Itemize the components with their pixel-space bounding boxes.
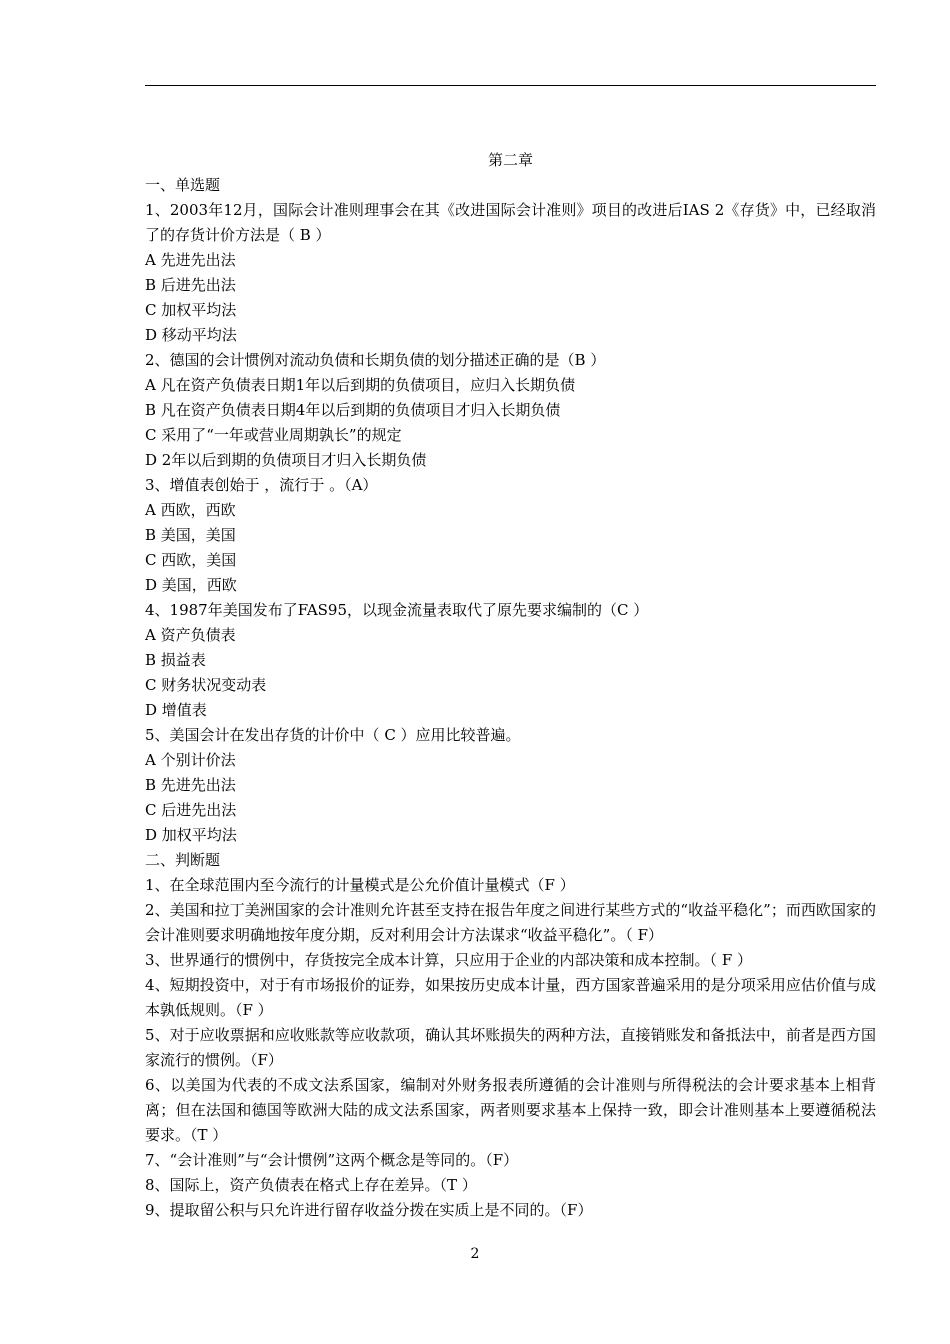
judgement-item-2: 2、美国和拉丁美洲国家的会计准则允许甚至支持在报告年度之间进行某些方式的“收益平稳化”；而西欧国家的会计准则要求明确地按年度分期，反对利用会计方法谋求“收益平稳化”。（ F） — [145, 901, 876, 944]
option: C 财务状况变动表 — [145, 676, 267, 694]
judgement-item-1: 1、在全球范围内至今流行的计量模式是公允价值计量模式（F ） — [145, 876, 575, 894]
option: A 资产负债表 — [145, 626, 236, 644]
judgement-item-4: 4、短期投资中，对于有市场报价的证券，如果按历史成本计量，西方国家普遍采用的是分项采用应估价值与成本孰低规则。（F ） — [145, 976, 876, 1019]
option: B 凡在资产负债表日期4年以后到期的负债项目才归入长期负债 — [145, 401, 561, 419]
option: A 西欧，西欧 — [145, 501, 236, 519]
question-5 — [145, 723, 876, 848]
option: C 采用了“一年或营业周期孰长”的规定 — [145, 426, 402, 444]
option: B 美国，美国 — [145, 526, 236, 544]
option: C 后进先出法 — [145, 801, 237, 819]
option: D 增值表 — [145, 701, 207, 719]
judgement-item-9: 9、提取留公积与只允许进行留存收益分拨在实质上是不同的。（F） — [145, 1201, 593, 1219]
question-2 — [145, 348, 876, 473]
judgement-item-7: 7、“会计准则”与“会计惯例”这两个概念是等同的。（F） — [145, 1151, 519, 1169]
option: D 美国，西欧 — [145, 576, 237, 594]
judgement-item-8: 8、国际上，资产负债表在格式上存在差异。（T ） — [145, 1176, 477, 1194]
option: D 2年以后到期的负债项目才归入长期负债 — [145, 451, 427, 469]
question-3 — [145, 473, 876, 598]
question-1 — [145, 198, 876, 348]
page-number: 2 — [470, 1246, 480, 1262]
question-4 — [145, 598, 876, 723]
option: C 西欧，美国 — [145, 551, 237, 569]
question-text: 4、1987年美国发布了FAS95，以现金流量表取代了原先要求编制的（C ） — [145, 601, 649, 619]
question-text: 5、美国会计在发出存货的计价中（ C ）应用比较普遍。 — [145, 726, 521, 744]
document-body — [145, 148, 876, 1223]
option: A 先进先出法 — [145, 251, 236, 269]
option: C 加权平均法 — [145, 301, 237, 319]
option: B 先进先出法 — [145, 776, 236, 794]
question-text: 2、德国的会计惯例对流动负债和长期负债的划分描述正确的是（B ） — [145, 351, 606, 369]
header-rule — [145, 85, 876, 86]
judgement-item-5: 5、对于应收票据和应收账款等应收款项，确认其坏账损失的两种方法，直接销账发和备抵法中，前者是西方国家流行的惯例。（F） — [145, 1026, 876, 1069]
option: D 加权平均法 — [145, 826, 237, 844]
question-text: 3、增值表创始于 ，流行于 。（A） — [145, 476, 378, 494]
section-heading-single-choice: 一、单选题 — [145, 176, 221, 194]
question-text: 1、2003年12月，国际会计准则理事会在其《改进国际会计准则》项目的改进后IAS 2《存货》中，已经取消了的存货计价方法是（ B ） — [145, 201, 876, 244]
judgement-item-6: 6、以美国为代表的不成文法系国家，编制对外财务报表所遵循的会计准则与所得税法的会计要求基本上相背离；但在法国和德国等欧洲大陆的成文法系国家，两者则要求基本上保持一致，即会计准则基本上要遵循税法要求。（T ） — [145, 1076, 876, 1144]
chapter-title: 第二章 — [487, 151, 533, 169]
section-heading-true-false: 二、判断题 — [145, 851, 221, 869]
option: B 损益表 — [145, 651, 206, 669]
option: D 移动平均法 — [145, 326, 237, 344]
judgement-item-3: 3、世界通行的惯例中，存货按完全成本计算，只应用于企业的内部决策和成本控制。（ F ） — [145, 951, 752, 969]
option: A 凡在资产负债表日期1年以后到期的负债项目，应归入长期负债 — [145, 376, 576, 394]
option: B 后进先出法 — [145, 276, 236, 294]
option: A 个别计价法 — [145, 751, 236, 769]
